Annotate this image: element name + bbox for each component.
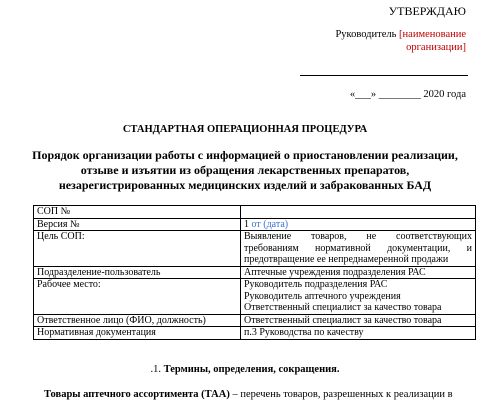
row-value bbox=[241, 206, 476, 219]
row-value bbox=[241, 279, 476, 315]
org-placeholder-line2: организации] bbox=[406, 42, 466, 53]
document-subject: Порядок организации работы с информацией о приостановлении реализации, отзыве и изъятии из обращения лекарственных препаратов, незарегистрированных медицинских изделий и забракованных БАД bbox=[32, 148, 458, 192]
row-value: Аптечные учреждения подразделения РАС bbox=[241, 266, 476, 279]
row-value: Ответственный специалист за качество товара bbox=[241, 314, 476, 327]
section-heading bbox=[0, 364, 490, 375]
row-label: Цель СОП: bbox=[34, 231, 241, 267]
row-value: Выявление товаров, не соответствующих требованиям нормативной документации, и предотвращение ее непреднамеренной продажи bbox=[241, 231, 476, 267]
row-label: Нормативная документация bbox=[34, 327, 241, 340]
approval-heading: УТВЕРЖДАЮ bbox=[388, 4, 466, 18]
table-row bbox=[34, 314, 476, 327]
approval-role: Руководитель bbox=[335, 29, 397, 40]
row-label: Ответственное лицо (ФИО, должность) bbox=[34, 314, 241, 327]
table-row bbox=[34, 231, 476, 267]
definition-term: Товары аптечного ассортимента (ТАА) bbox=[44, 389, 230, 400]
definition-paragraph bbox=[44, 389, 484, 400]
workplace-line: Ответственный специалист за качество товара bbox=[244, 302, 442, 313]
org-placeholder: [наименование bbox=[399, 29, 466, 40]
section-title: Термины, определения, сокращения. bbox=[163, 364, 340, 375]
signature-line bbox=[300, 75, 468, 76]
table-row bbox=[34, 279, 476, 315]
table-row bbox=[34, 206, 476, 219]
document-type-title: СТАНДАРТНАЯ ОПЕРАЦИОННАЯ ПРОЦЕДУРА bbox=[122, 124, 368, 135]
section-number: .1. bbox=[150, 364, 162, 375]
row-value bbox=[241, 218, 476, 231]
row-label: Подразделение-пользователь bbox=[34, 266, 241, 279]
approval-signatory bbox=[306, 28, 466, 54]
workplace-line: Руководитель подразделения РАС bbox=[244, 279, 388, 290]
version-date-placeholder: от (дата) bbox=[251, 218, 289, 230]
workplace-line: Руководитель аптечного учреждения bbox=[244, 290, 401, 302]
definition-text: – перечень товаров, разрешенных к реализации в bbox=[229, 389, 453, 400]
row-label: Рабочее место: bbox=[34, 279, 241, 315]
row-value: п.3 Руководства по качеству bbox=[241, 327, 476, 340]
version-number: 1 bbox=[244, 218, 249, 230]
row-label: Версия № bbox=[34, 218, 241, 231]
row-label: СОП № bbox=[34, 206, 241, 219]
table-row bbox=[34, 218, 476, 231]
table-row bbox=[34, 327, 476, 340]
sop-info-table bbox=[33, 205, 476, 340]
approval-date: «___» ________ 2020 года bbox=[349, 89, 466, 100]
table-row bbox=[34, 266, 476, 279]
